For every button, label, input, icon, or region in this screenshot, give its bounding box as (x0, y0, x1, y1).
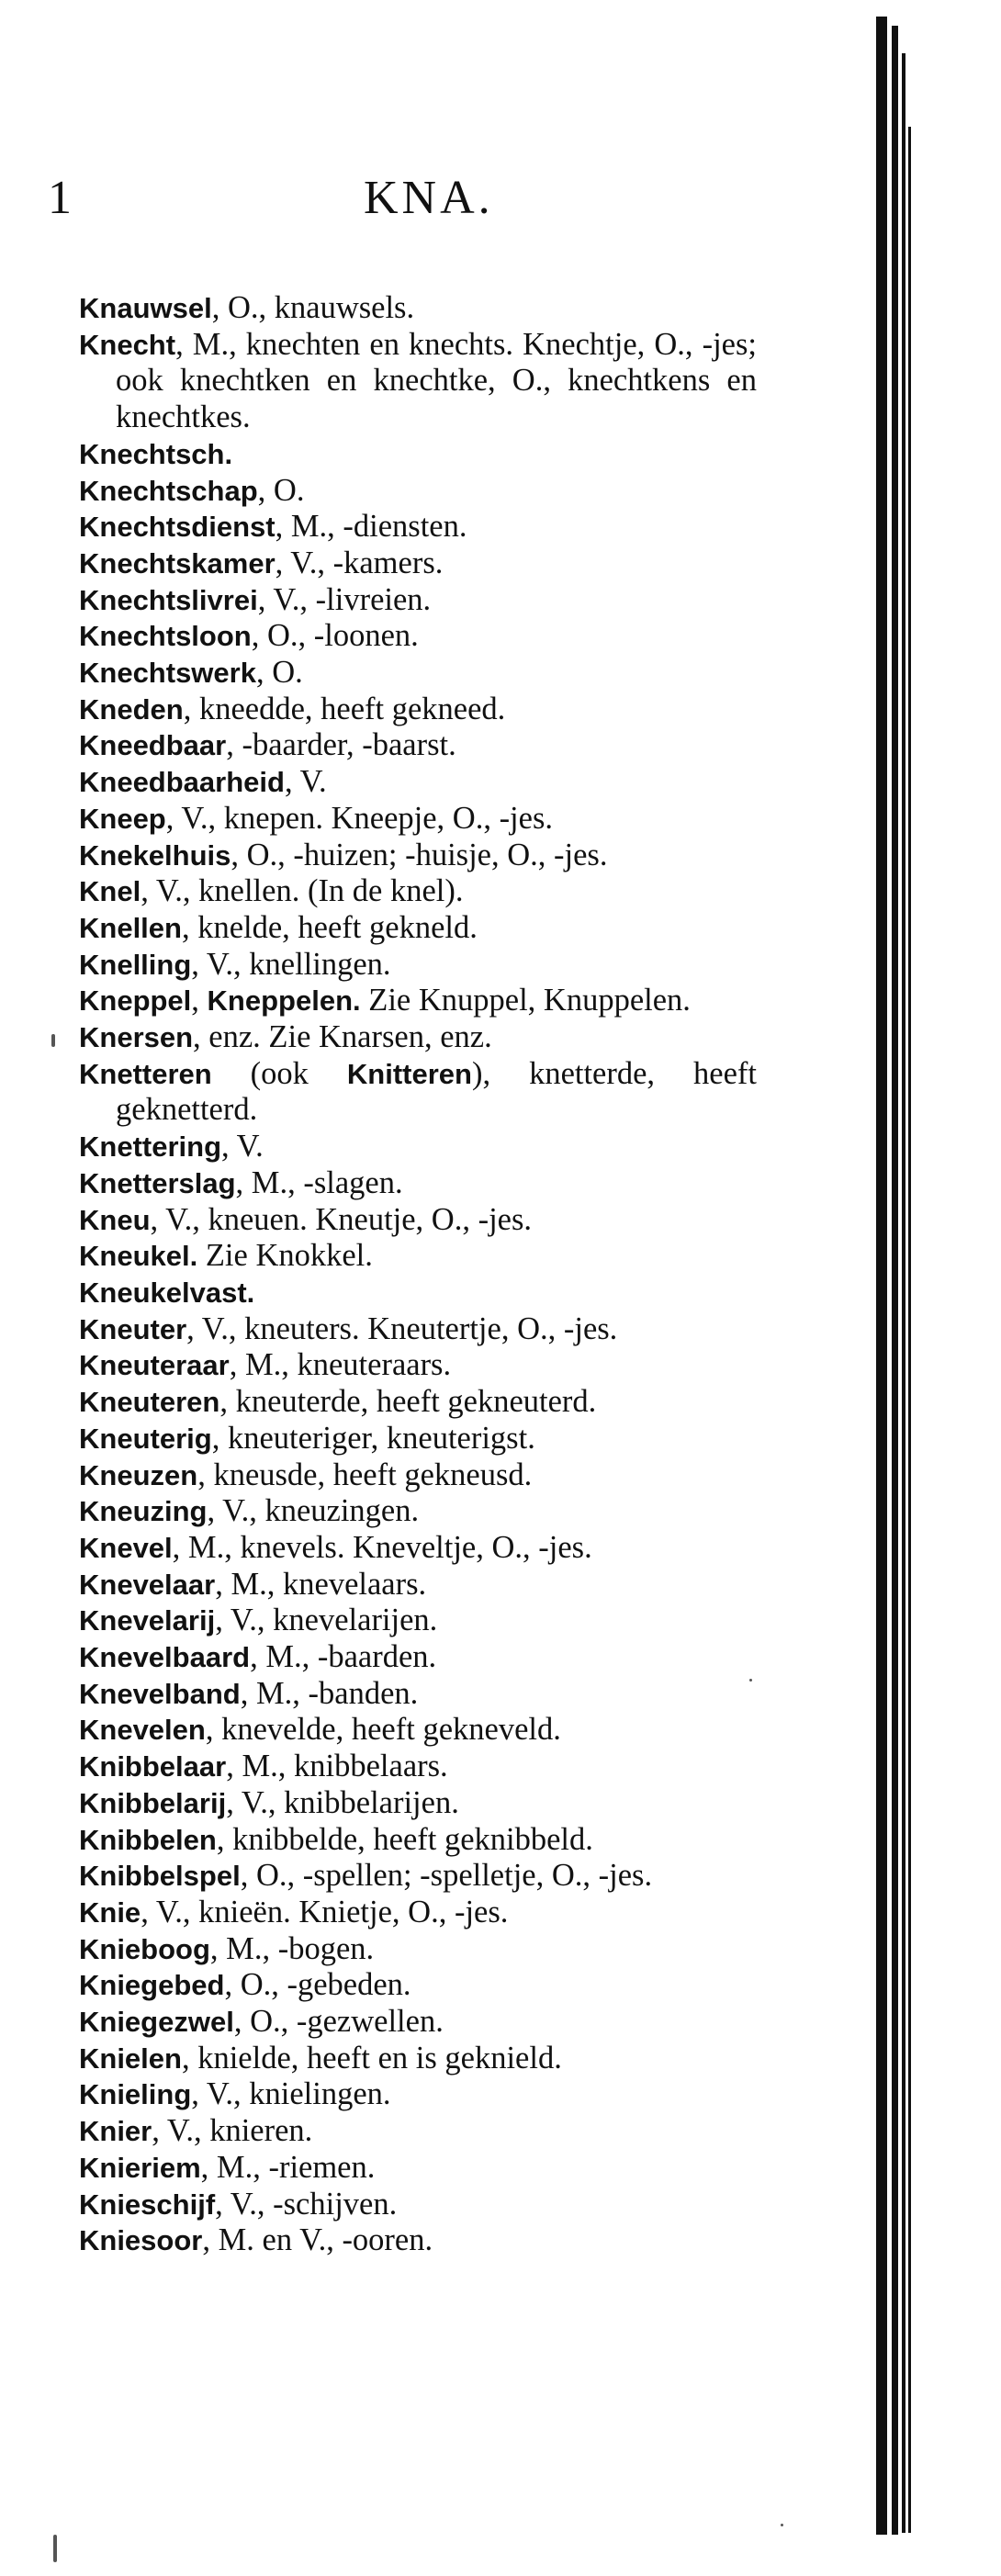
entry-headword: Knettering (79, 1131, 221, 1164)
entry-definition: , O. (257, 472, 305, 508)
entry-definition: , O., -gebeden. (224, 1967, 411, 2003)
entry-definition: , kneedde, heeft gekneed. (183, 691, 506, 726)
entry-definition: , knelde, heeft gekneld. (181, 909, 478, 945)
entry-headword: Knibbelen (79, 1823, 217, 1856)
entry-headword: Knevelaar (79, 1568, 216, 1601)
entry-definition: , -baarder, -baarst. (226, 727, 456, 763)
entry-headword: Knieling (79, 2078, 192, 2111)
entry-definition: , V., knieren. (152, 2113, 313, 2149)
entry-headword: Kneuzing (79, 1495, 208, 1528)
entry-definition: , M., knechten en knechts. Knechtje, O., -jes; ook knechtken en knechtke, O., knechtkens en knechtkes. (116, 326, 757, 435)
entry-headword: Kneppel (79, 984, 192, 1018)
binding-rule-thin (902, 53, 905, 2533)
binding-rule-thick (876, 17, 887, 2535)
entry-headword: Knitteren (346, 1057, 472, 1090)
entry-headword: Knauwsel (79, 292, 212, 324)
entry-definition: Zie Knokkel. (197, 1238, 373, 1274)
entry-definition: , M., knevelaars. (215, 1566, 427, 1602)
entry-headword: Knecht (79, 328, 176, 361)
entry-definition: , enz. Zie Knarsen, enz. (193, 1019, 492, 1055)
entry-definition: , V. (221, 1129, 264, 1164)
entry-definition: , M., -bogen. (209, 1930, 375, 1966)
entry-headword: Knieschijf (79, 2188, 216, 2221)
entry-definition: , V., knielingen. (191, 2076, 391, 2112)
entry-definition: , M. en V., -ooren. (202, 2222, 433, 2258)
entry-headword: Knellen (79, 911, 182, 944)
entry-headword: Knel (79, 875, 141, 908)
entry-definition: , O., knauwsels. (211, 290, 415, 325)
entry-headword: Knetteren (79, 1057, 212, 1090)
entry-definition: , V., -livreien. (257, 581, 432, 617)
entry-definition: , V., -schijven. (215, 2186, 398, 2222)
entry-headword: Kneuter (79, 1312, 187, 1345)
entry-headword: Knevelen (79, 1714, 206, 1747)
entry-headword: Knieboog (79, 1932, 210, 1965)
page-number: 1 (48, 172, 73, 224)
entry-definition: Zie Knuppel, Knuppelen. (360, 983, 691, 1018)
running-head: KNA. (364, 172, 494, 224)
margin-speck (781, 2524, 783, 2526)
entry-definition: , V., kneuters. Kneutertje, O., -jes. (186, 1310, 618, 1346)
entry-headword: Knevelband (79, 1677, 241, 1710)
entry-headword: Knekelhuis (79, 838, 231, 872)
entry-headword: Knechtsloon (79, 620, 252, 653)
entry-definition: , M., -riemen. (200, 2149, 376, 2185)
entry-definition: , V., kneuen. Kneutje, O., -jes. (150, 1201, 533, 1237)
entry-definition: (ook (211, 1055, 347, 1091)
entry-definition: , knielde, heeft en is geknield. (181, 2040, 562, 2075)
entry-headword: Knelling (79, 948, 192, 981)
entry-definition: , knevelde, heeft gekneveld. (205, 1712, 561, 1748)
entry-headword: Knevelarij (79, 1604, 216, 1637)
entry-headword: Knielen (79, 2042, 182, 2075)
entry-headword: Knetterslag (79, 1166, 236, 1199)
entry-definition: , M., -slagen. (235, 1164, 403, 1200)
entry-definition: , V. (284, 764, 327, 800)
entry-definition: , O., -huizen; -huisje, O., -jes. (231, 837, 608, 872)
entry-definition: , (191, 983, 208, 1018)
entry-headword: Kneukelvast. (79, 1276, 255, 1309)
entry-headword: Kneppelen. (207, 984, 361, 1018)
entry-definition: , V., knibbelarijen. (226, 1784, 459, 1820)
entry-definition: , V., knellen. (In de knel). (141, 873, 464, 909)
entry-definition: , M., knibbelaars. (226, 1749, 448, 1784)
binding-rule-outer (908, 127, 911, 2533)
entry-headword: Kneep (79, 802, 166, 835)
entry-headword: Kneden (79, 692, 184, 726)
entry-headword: Kneuteren (79, 1386, 220, 1419)
entry-headword: Knevelbaard (79, 1641, 251, 1674)
entry-headword: Knibbelarij (79, 1786, 227, 1819)
entry-definition: , M., -diensten. (275, 509, 467, 545)
entry-definition: , V., knevelarijen. (215, 1603, 438, 1638)
entry-headword: Kneuzen (79, 1458, 198, 1491)
entry-definition: , kneusde, heeft gekneusd. (197, 1457, 533, 1492)
entry-definition: , M., kneuteraars. (229, 1347, 452, 1383)
entry-definition: , V., knieën. Knietje, O., -jes. (141, 1894, 509, 1929)
entry-headword: Kniegebed (79, 1969, 225, 2002)
entry-headword: Knechtslivrei (79, 583, 258, 616)
entry-definition: , O., -spellen; -spelletje, O., -jes. (240, 1858, 653, 1894)
entry-headword: Knechtswerk (79, 657, 256, 690)
entry-headword: Knieriem (79, 2151, 201, 2184)
entry-definition: , O., -gezwellen. (233, 2004, 444, 2040)
entry-headword: Kneedbaarheid (79, 766, 285, 799)
entry-definition: , V., knellingen. (191, 946, 391, 982)
entry-headword: Knechtsdienst (79, 511, 276, 544)
entry-headword: Knibbelspel (79, 1860, 241, 1893)
entry-definition: , kneuteriger, kneuterigst. (211, 1420, 535, 1456)
entry-headword: Knechtsch. (79, 437, 233, 470)
entry-definition: , knibbelde, heeft geknibbeld. (216, 1821, 593, 1857)
entry-headword: Knersen (79, 1021, 194, 1054)
entry-headword: Knie (79, 1895, 141, 1929)
binding-edge (0, 17, 1001, 2551)
margin-speck (749, 1679, 752, 1682)
entry-headword: Kneuterig (79, 1422, 212, 1455)
entry-headword: Kneedbaar (79, 729, 227, 762)
binding-rule-medium (892, 26, 898, 2535)
entry-definition: , O. (255, 655, 303, 691)
entry-definition: , M., -banden. (240, 1675, 419, 1711)
entry-definition: , kneuterde, heeft gekneuterd. (219, 1384, 597, 1420)
entry-headword: Knibbelaar (79, 1750, 227, 1783)
entry-definition: , V., kneuzingen. (207, 1493, 420, 1529)
entry-definition: ), knetterde, heeft geknetterd. (116, 1055, 757, 1128)
margin-speck (53, 2535, 57, 2562)
entry-definition: , O., -loonen. (251, 618, 419, 654)
entry-headword: Kneukel. (79, 1240, 198, 1273)
entry-definition: , V., knepen. Kneepje, O., -jes. (165, 800, 554, 836)
entry-headword: Kneu (79, 1203, 151, 1236)
margin-speck (51, 1034, 55, 1047)
entry-headword: Kniegezwel (79, 2006, 234, 2039)
entry-definition: , M., knevels. Kneveltje, O., -jes. (172, 1529, 592, 1565)
entry-headword: Knechtschap (79, 474, 258, 507)
entry-headword: Knevel (79, 1531, 173, 1564)
entry-definition: , V., -kamers. (275, 545, 444, 580)
entry-headword: Kneuteraar (79, 1349, 230, 1382)
entry-headword: Knier (79, 2115, 152, 2148)
entry-headword: Kniesoor (79, 2224, 203, 2257)
entry-headword: Knechtskamer (79, 546, 276, 579)
entry-definition: , M., -baarden. (250, 1639, 437, 1675)
